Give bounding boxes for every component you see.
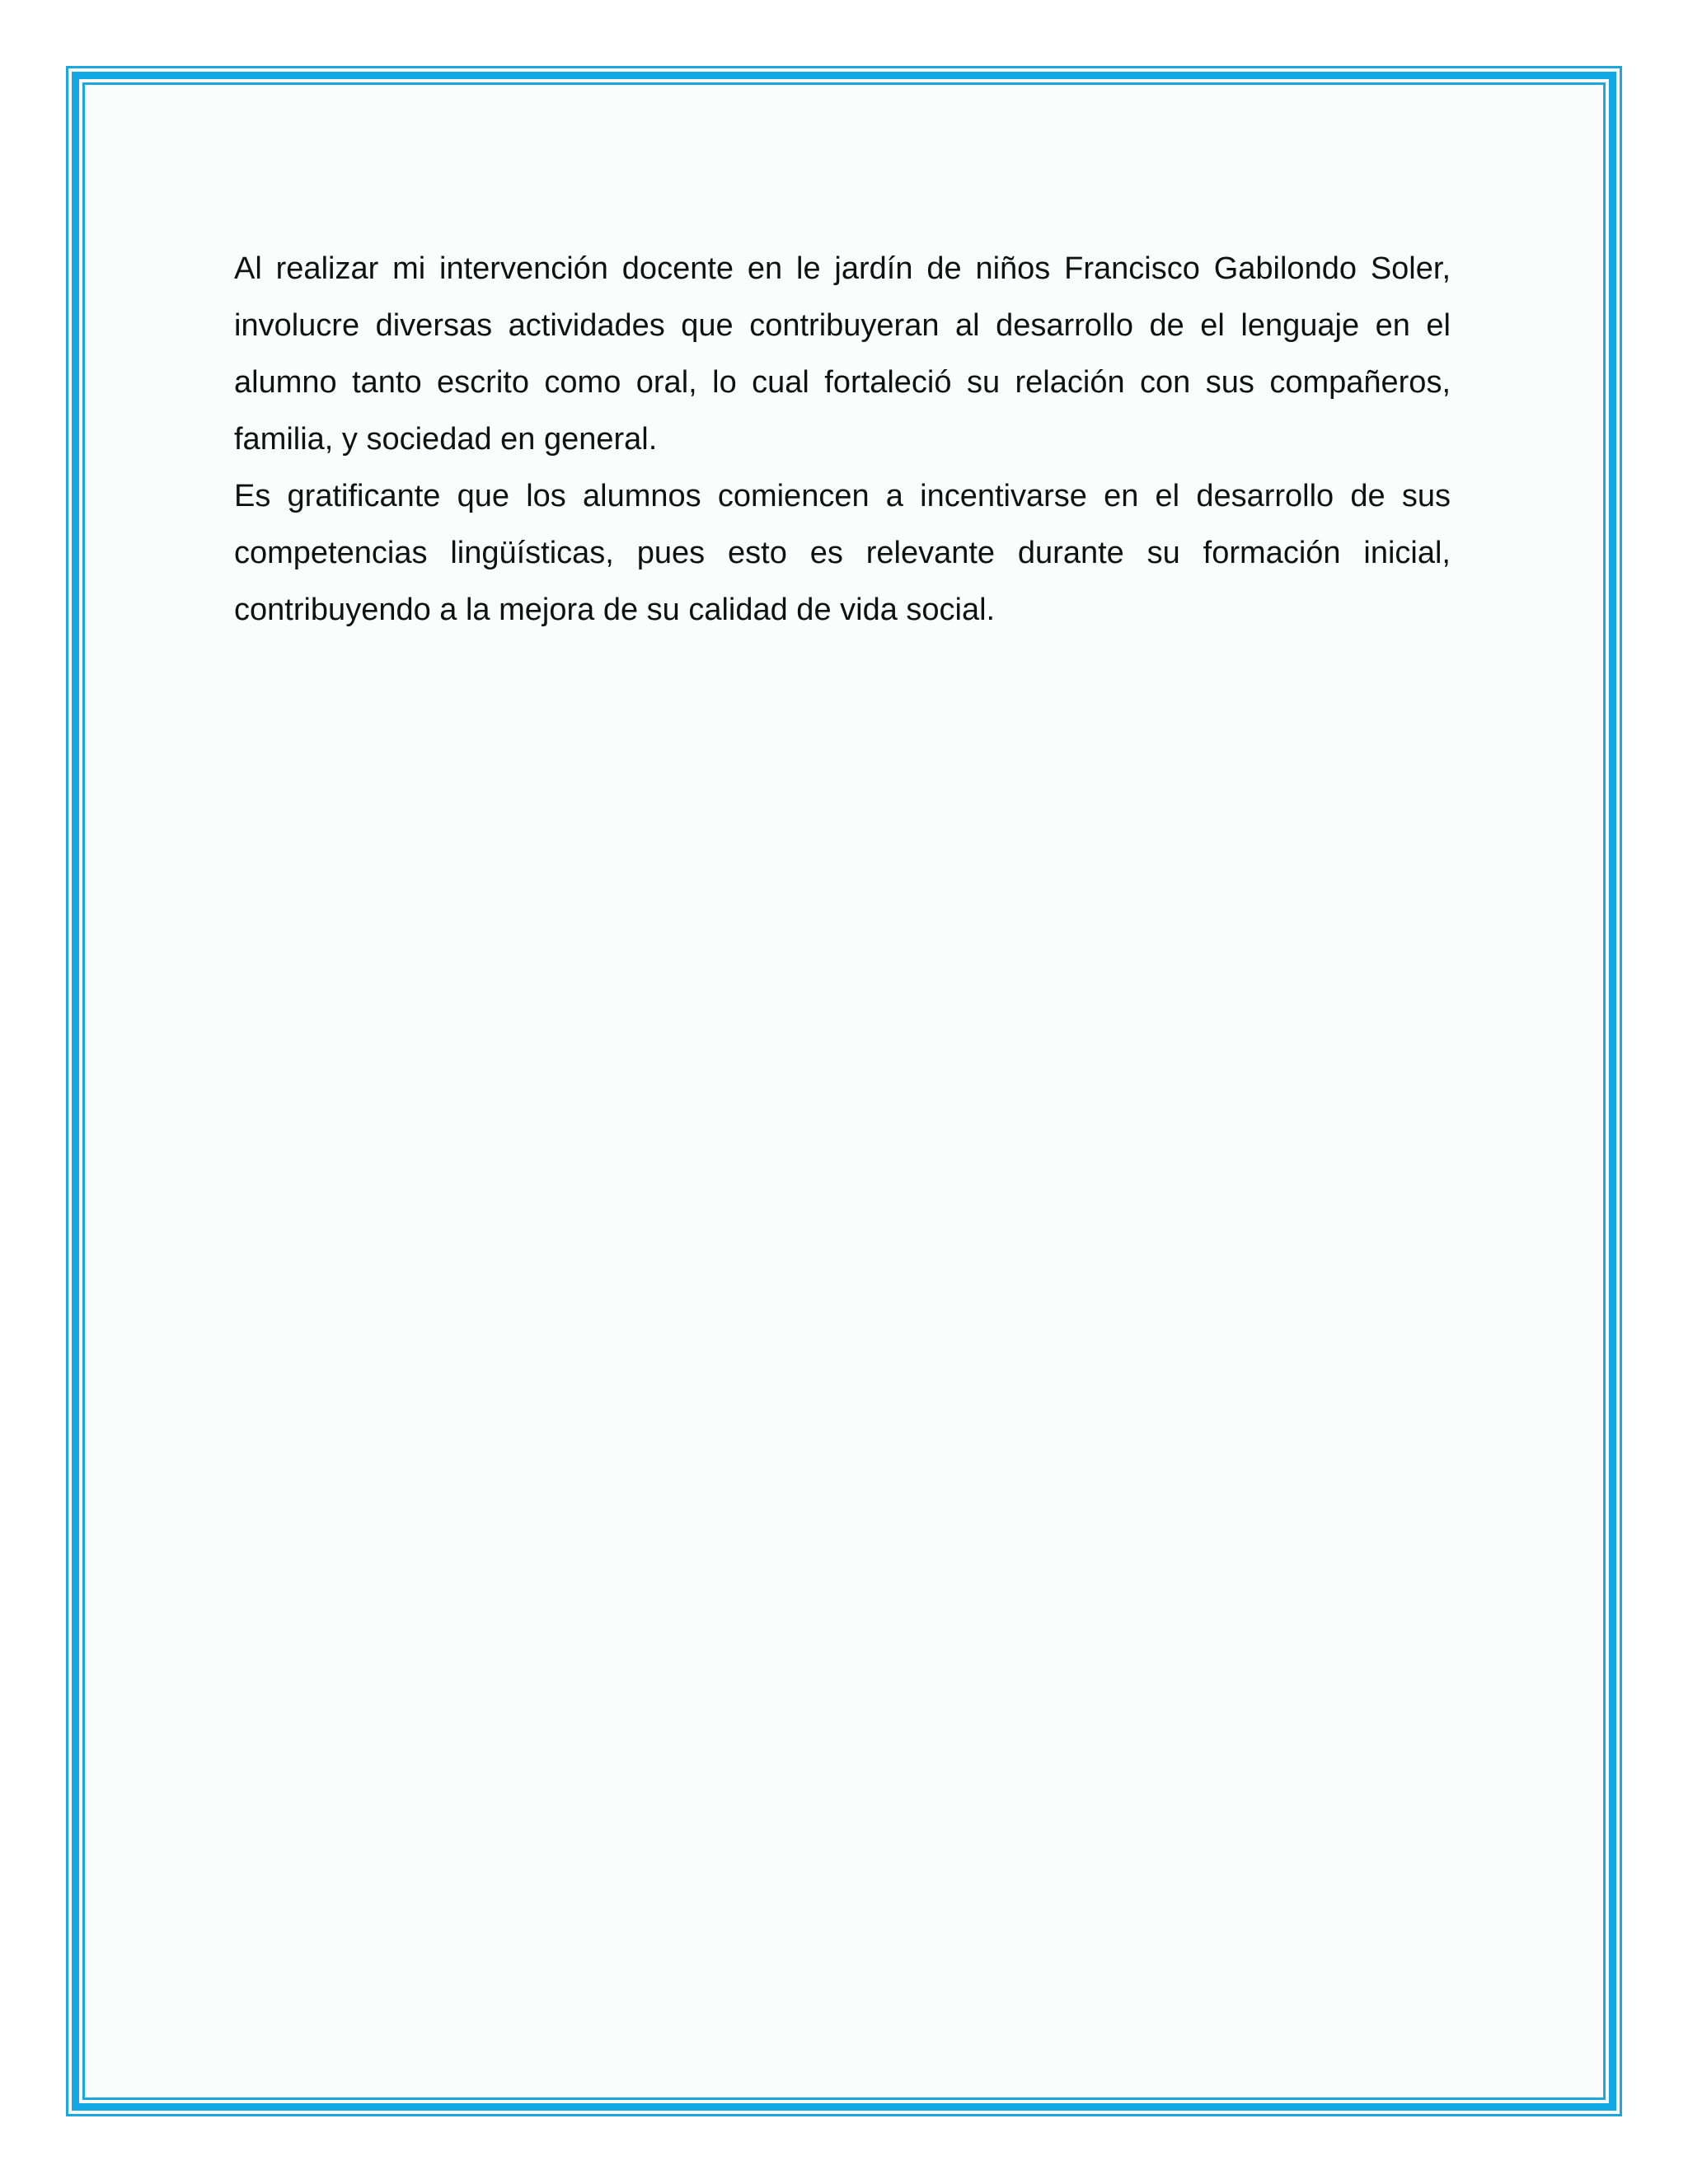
paragraph-1: Al realizar mi intervención docente en le jardín de niños Francisco Gabilondo Soler, involucre diversas actividades que contribuyeran al desarrollo de el lenguaje en el alumno tanto escrito como oral, lo cual fortaleció su relación con sus compañeros, familia, y sociedad en general. — [234, 251, 1451, 457]
document-body — [234, 241, 1451, 639]
paragraph-2: Es gratificante que los alumnos comiencen a incentivarse en el desarrollo de sus competencias lingüísticas, pues esto es relevante durante su formación inicial, contribuyendo a la mejora de su calidad de vida social. — [234, 479, 1451, 627]
